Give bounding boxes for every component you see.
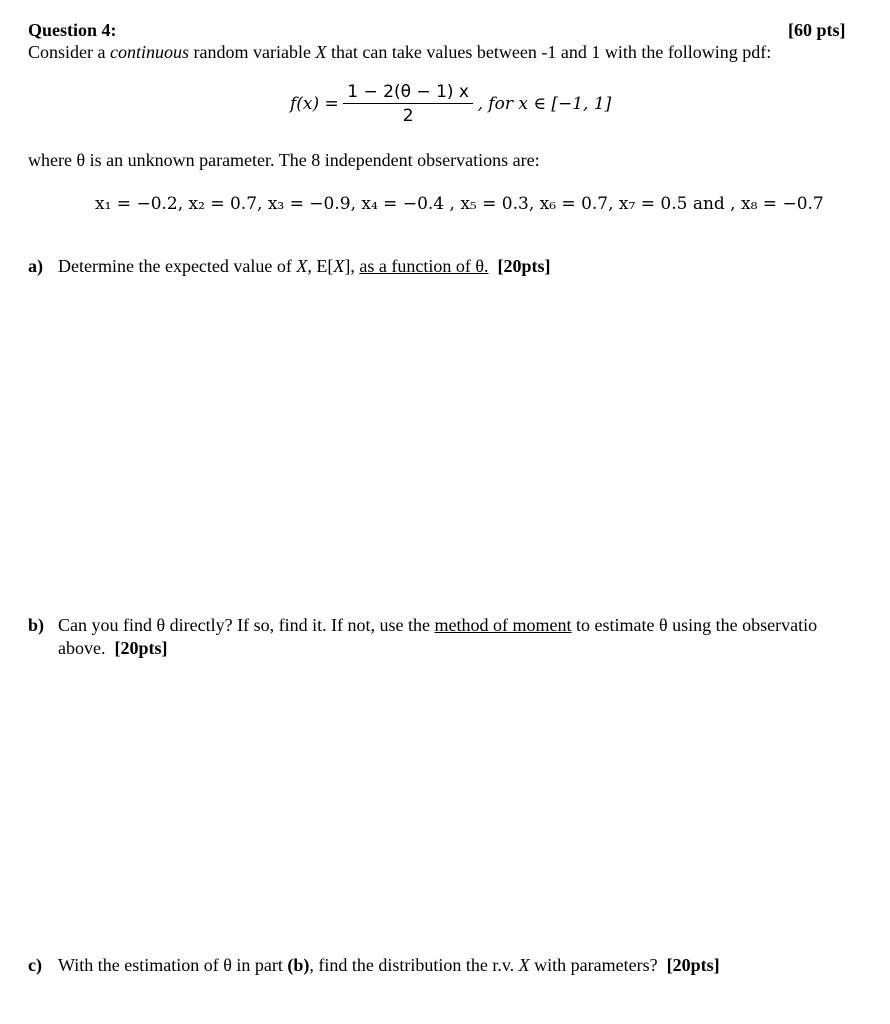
pdf-denominator: 2 bbox=[402, 106, 414, 126]
question-title: Question 4: bbox=[28, 20, 117, 40]
part-a-label: a) bbox=[28, 256, 43, 276]
intro-part3: that can take values between -1 and 1 with the following pdf: bbox=[326, 42, 772, 62]
part-c-text2: , find the distribution the r.v. bbox=[309, 955, 519, 975]
part-c-var: X bbox=[518, 955, 530, 975]
part-a-text1: Determine the expected value of bbox=[58, 256, 297, 276]
part-c-points: [20pts] bbox=[666, 955, 720, 975]
part-a-points: [20pts] bbox=[497, 256, 551, 276]
part-b-points: [20pts] bbox=[114, 638, 168, 658]
part-b-underlined: method of moment bbox=[434, 615, 572, 635]
observations: x₁ = −0.2, x₂ = 0.7, x₃ = −0.9, x₄ = −0.4 , x₅ = 0.3, x₆ = 0.7, x₇ = 0.5 and , x₈ = −0.7 bbox=[95, 194, 824, 214]
part-b-line2 bbox=[58, 638, 167, 659]
part-c-text3: with parameters? bbox=[529, 955, 658, 975]
part-b-label: b) bbox=[28, 615, 45, 635]
part-b-text1: Can you find θ directly? If so, find it. If not, use the bbox=[58, 615, 435, 635]
intro-text bbox=[28, 42, 771, 63]
part-a-text2: , E[ bbox=[307, 256, 334, 276]
pdf-numerator: 1 − 2(θ − 1) x bbox=[343, 82, 473, 104]
part-b bbox=[28, 615, 817, 636]
part-a-text3: ], bbox=[344, 256, 360, 276]
part-c bbox=[28, 955, 720, 976]
part-c-ref: (b) bbox=[287, 955, 310, 975]
part-a-var: X bbox=[296, 256, 308, 276]
part-a bbox=[28, 256, 550, 277]
pdf-fraction bbox=[343, 82, 473, 126]
part-a-underlined: as a function of θ. bbox=[359, 256, 489, 276]
intro-continuous: continuous bbox=[109, 42, 189, 62]
pdf-formula bbox=[290, 82, 611, 126]
pdf-lhs: f(x) = bbox=[290, 94, 339, 114]
pdf-domain: , for x ∈ [−1, 1] bbox=[477, 94, 612, 114]
part-a-var2: X bbox=[333, 256, 345, 276]
where-text: where θ is an unknown parameter. The 8 independent observations are: bbox=[28, 150, 540, 170]
intro-part2: random variable bbox=[188, 42, 316, 62]
intro-var: X bbox=[315, 42, 327, 62]
question-points: [60 pts] bbox=[788, 20, 846, 40]
part-b-line2-text: above. bbox=[58, 638, 106, 658]
part-c-label: c) bbox=[28, 955, 42, 975]
intro-part1: Consider a bbox=[28, 42, 110, 62]
part-b-text2: to estimate θ using the observatio bbox=[571, 615, 818, 635]
part-c-text1: With the estimation of θ in part bbox=[58, 955, 288, 975]
